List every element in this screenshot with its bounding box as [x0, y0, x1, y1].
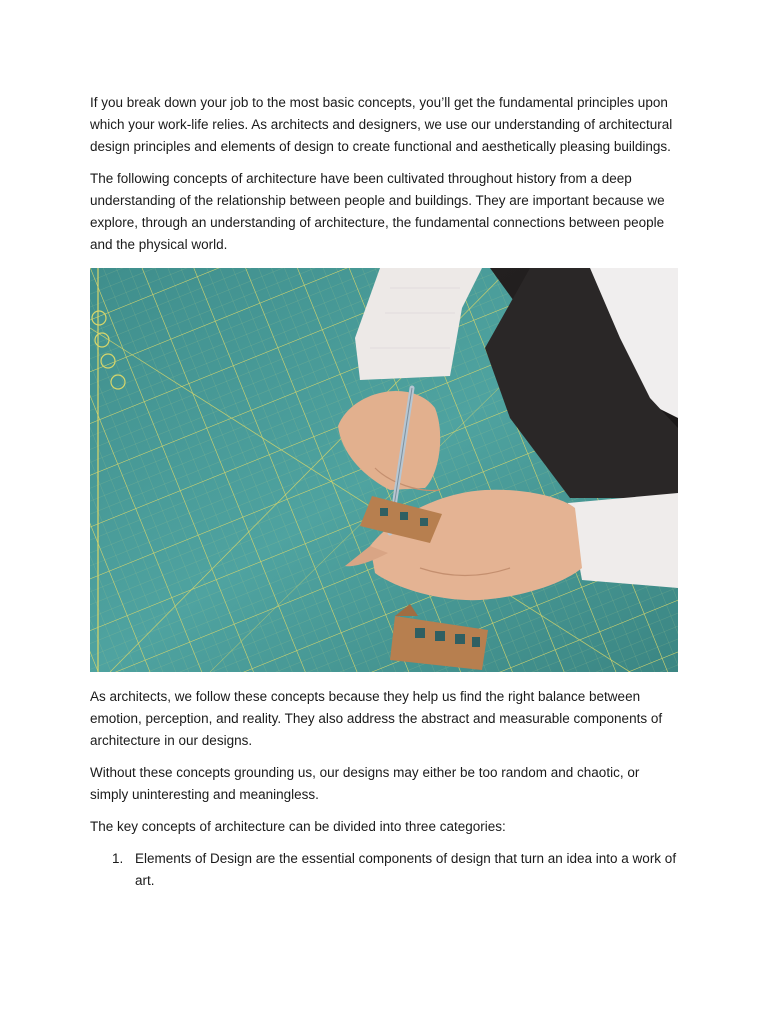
categories-intro-paragraph: The key concepts of architecture can be divided into three categories: [90, 819, 506, 834]
categories-list [90, 848, 680, 892]
concepts-paragraph: The following concepts of architecture have been cultivated throughout history from a deep understanding of the relationship between people and buildings. They are important because we explore, through an understanding of architecture, the fundamental connections between people and the physical world. [90, 171, 665, 252]
document-page [90, 92, 680, 892]
list-item-text: Elements of Design are the essential components of design that turn an idea into a work of art. [135, 851, 677, 888]
balance-paragraph: As architects, we follow these concepts because they help us find the right balance between emotion, perception, and reality. They also address the abstract and measurable components of architecture in our designs. [90, 689, 663, 748]
list-item [90, 848, 680, 892]
list-item-number: 1. [112, 851, 124, 866]
grounding-paragraph: Without these concepts grounding us, our designs may either be too random and chaotic, or simply uninteresting and meaningless. [90, 765, 640, 802]
shirt-sleeve-lower [568, 493, 678, 588]
architect-model-photo [90, 268, 678, 672]
intro-paragraph: If you break down your job to the most basic concepts, you’ll get the fundamental principles upon which your work-life relies. As architects and designers, we use our understanding of architectural design principles and elements of design to create functional and aesthetically pleasing buildings. [90, 95, 673, 154]
